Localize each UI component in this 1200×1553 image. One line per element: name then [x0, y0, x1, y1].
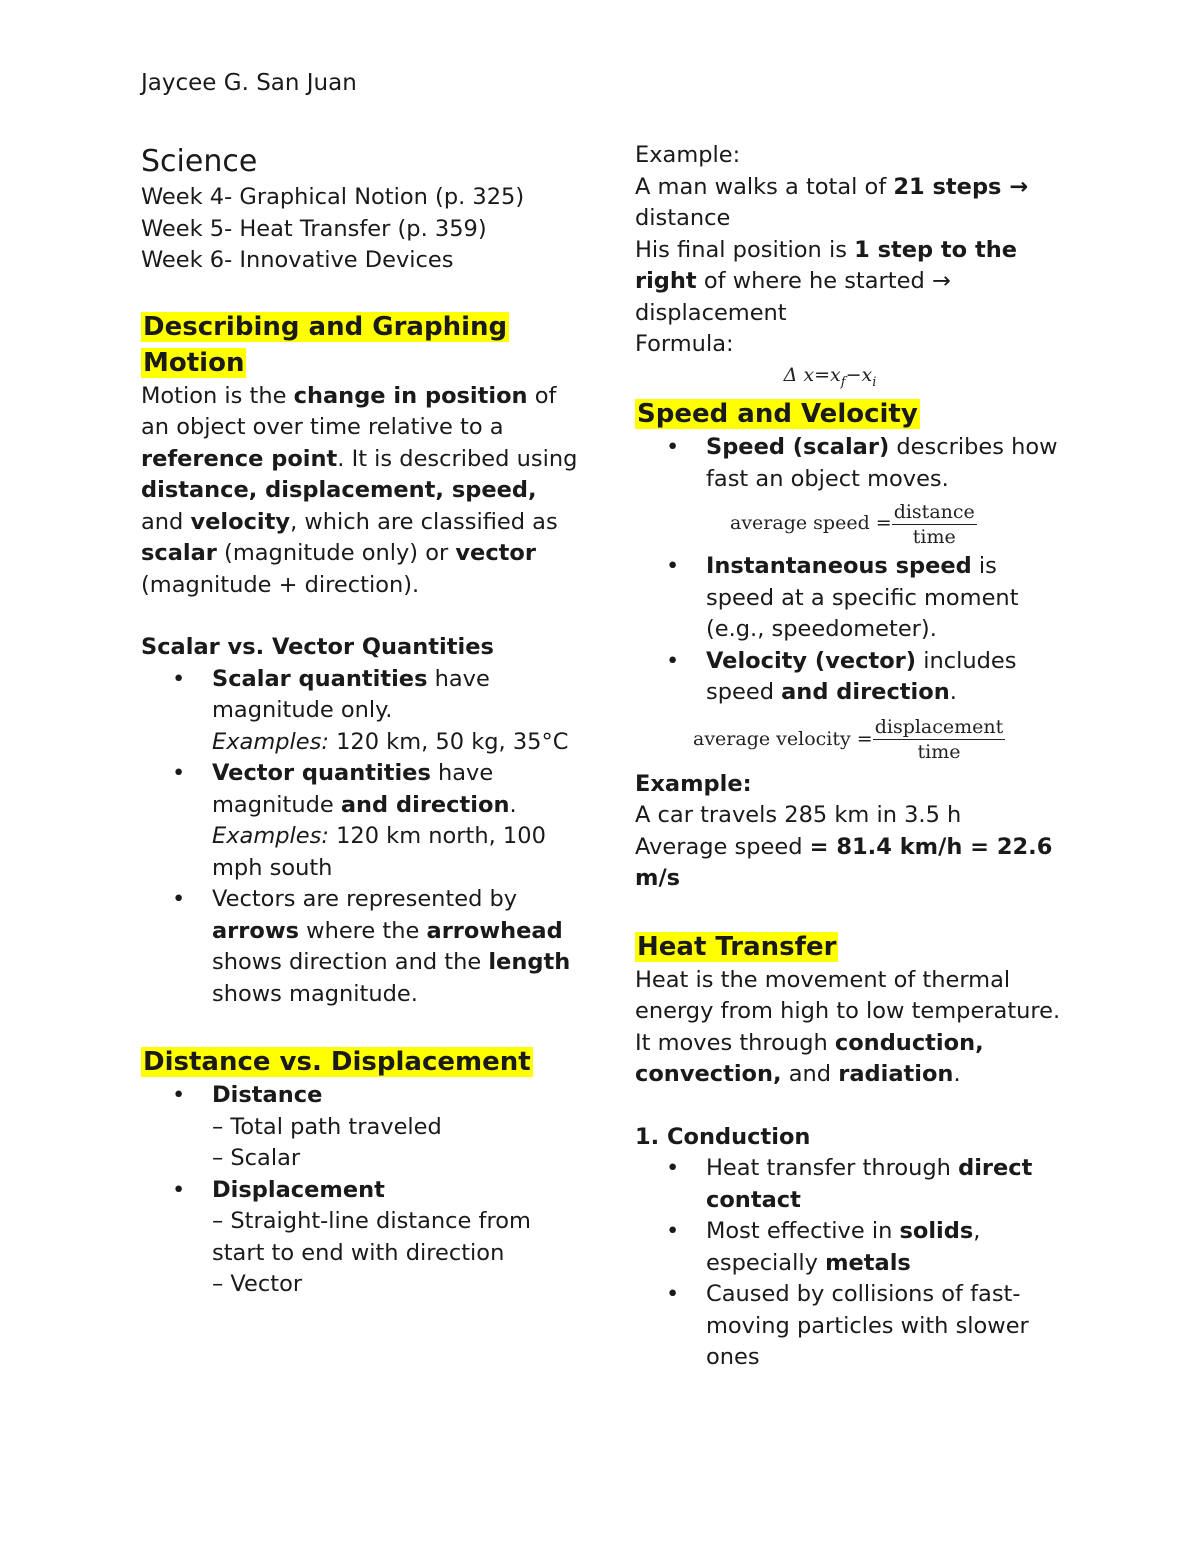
list-item: • Vectors are represented by arrows where the arrowhead shows direction and the length shows magnitude.: [212, 884, 581, 1010]
speed-heading: Speed and Velocity: [637, 399, 918, 430]
displacement-formula: Δ $x=x_f-x_i$: [783, 363, 877, 390]
formula-label: Formula:: [635, 331, 734, 357]
heat-heading: Heat Transfer: [637, 931, 837, 962]
list-item: • Most effective in solids, especially metals: [706, 1216, 1065, 1279]
avg-speed-formula: average speed = $\frac{\text{distance}}{\text{time}}$: [730, 500, 975, 548]
example-label: Example:: [635, 142, 741, 168]
week-item: Week 6- Innovative Devices: [141, 247, 454, 273]
week-list: [141, 182, 581, 277]
avg-velocity-formula: average velocity = $\frac{\text{displacement}}{\text{time}}$: [693, 716, 1004, 764]
car-line-1: A car travels 285 km in 3.5 h: [635, 802, 962, 829]
distance-list: [141, 1080, 581, 1301]
scalar-vector-list: [141, 664, 581, 1011]
list-item: • Caused by collisions of fast-moving particles with slower ones: [706, 1279, 1065, 1374]
conduction-heading: 1. Conduction: [635, 1123, 811, 1150]
list-item: • Velocity (vector) includes speed and direction.: [706, 646, 1065, 709]
motion-paragraph: Motion is the change in position of an object over time relative to a reference point. It is described using distance, displacement, speed, and velocity, which are classified as scalar (magnitude only) or vector (magnitude + direction).: [141, 382, 578, 598]
list-item: • Displacement – Straight-line distance from start to end with direction – Vector: [212, 1175, 581, 1301]
distance-heading: Distance vs. Displacement: [143, 1047, 531, 1077]
list-item: • Scalar quantities have magnitude only. Examples: 120 km, 50 kg, 35°C: [212, 664, 581, 759]
heat-paragraph: Heat is the movement of thermal energy from high to low temperature. It moves through conduction, convection, and radiation.: [635, 966, 1061, 1088]
speed-list: [635, 432, 1065, 495]
car-example-label: Example:: [635, 770, 752, 797]
left-column: [141, 140, 581, 1301]
example-displacement: His final position is 1 step to the right of where he started → displacement: [635, 236, 1017, 326]
velocity-list: [635, 551, 1065, 709]
week-item: Week 4- Graphical Notion (p. 325): [141, 184, 525, 210]
scalar-vector-heading: Scalar vs. Vector Quantities: [141, 634, 494, 660]
conduction-list: [635, 1153, 1065, 1374]
list-item: • Instantaneous speed is speed at a specific moment (e.g., speedometer).: [706, 551, 1065, 646]
right-column: [635, 140, 1065, 1374]
list-item: • Vector quantities have magnitude and direction. Examples: 120 km north, 100 mph south: [212, 758, 581, 884]
list-item: • Heat transfer through direct contact: [706, 1153, 1065, 1216]
car-line-2: Average speed = 81.4 km/h = 22.6 m/s: [635, 833, 1053, 892]
motion-heading: Describing and Graphing Motion: [143, 311, 508, 378]
author-name: Jaycee G. San Juan: [141, 70, 357, 96]
list-item: • Distance – Total path traveled – Scalar: [212, 1080, 581, 1175]
week-item: Week 5- Heat Transfer (p. 359): [141, 215, 487, 242]
example-distance: A man walks a total of 21 steps → distance: [635, 173, 1029, 231]
subject-title: Science: [141, 144, 258, 179]
list-item: • Speed (scalar) describes how fast an object moves.: [706, 432, 1065, 495]
